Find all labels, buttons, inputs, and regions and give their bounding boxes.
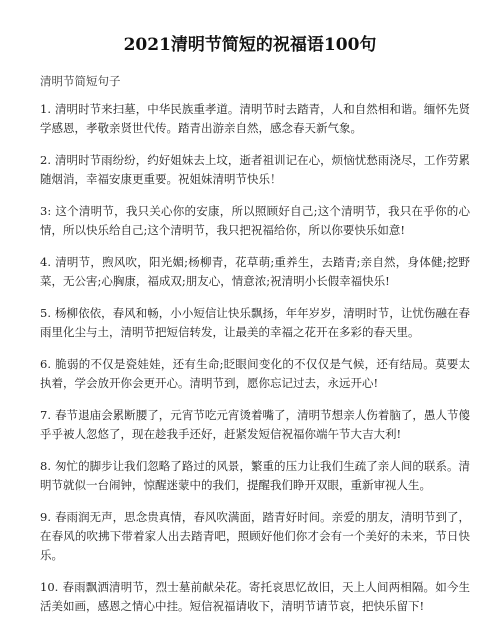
item-number: 5. [40,306,51,320]
item-text: 这个清明节，我只关心你的安康，所以照顾好自己;这个清明节，我只在乎你的心情，所以快乐给自己;这个清明节，我只把祝福给你，所以你要快乐如意! [40,204,470,237]
item-text: 春雨飘洒清明节，烈士墓前献朵花。寄托哀思忆故旧，天上人间两相隔。如今生活美如画，感恩之情心中挂。短信祝福请收下，清明节请节哀，把快乐留下! [40,580,470,613]
item-number: 10. [40,580,59,594]
list-item [40,202,470,240]
item-number: 7. [40,408,51,422]
section-subtitle: 清明节简短句子 [40,74,121,88]
item-number: 8. [40,459,51,473]
item-text: 春节退庙会累断腰了，元宵节吃元宵烫着嘴了，清明节想亲人伤着脑了，愚人节傻乎乎被人忽悠了，现在趁我手还好，赶紧发短信祝福你端午节大吉大利! [40,408,470,441]
list-item [40,457,470,495]
item-number: 6. [40,357,51,371]
list-item [40,508,470,565]
item-number: 3: [40,204,52,218]
list-item [40,406,470,444]
list-item [40,151,470,189]
item-text: 清明时节雨纷纷，约好姐妹去上坟，逝者祖训记在心，烦恼忧愁雨浇尽，工作劳累随烟消，幸福安康更重要。祝姐妹清明节快乐！ [40,153,470,186]
list-item [40,578,470,616]
item-number: 1. [40,102,51,116]
item-text: 脆弱的不仅是瓷娃娃，还有生命;眨眼间变化的不仅仅是气候，还有结局。莫要太执着，学会放开你会更开心。清明节到，愿你忘记过去，永远开心! [40,357,470,390]
item-text: 匆忙的脚步让我们忽略了路过的风景，繁重的压力让我们生疏了亲人间的联系。清明节就似一台闹钟，惊醒迷蒙中的我们，提醒我们睁开双眼，重新审视人生。 [40,459,470,492]
item-text: 杨柳依依，春风和畅，小小短信让快乐飘扬，年年岁岁，清明时节，让忧伤融在春雨里化尘与土，清明节把短信转发，让最美的幸福之花开在多彩的春天里。 [40,306,470,339]
item-text: 清明时节来扫墓，中华民族重孝道。清明节时去踏青，人和自然相和谐。缅怀先贤学感恩，孝敬亲贤世代传。踏青出游亲自然，感念春天新气象。 [40,102,470,135]
blessing-list [40,100,470,629]
item-number: 2. [40,153,51,167]
item-number: 9. [40,510,51,524]
page-title: 2021清明节简短的祝福语100句 [123,35,377,55]
list-item [40,304,470,342]
item-number: 4. [40,255,51,269]
item-text: 春雨润无声，思念贵真情，春风吹满面，踏青好时间。亲爱的朋友，清明节到了，在春风的吹拂下带着家人出去踏青吧，照顾好他们你才会有一个美好的未来，节日快乐。 [40,510,470,562]
list-item [40,253,470,291]
list-item [40,100,470,138]
item-text: 清明节，煦风吹，阳光媚;杨柳青，花草萌;重养生，去踏青;亲自然，身体健;挖野菜，无公害;心胸康，福成双;朋友心，情意浓;祝清明小长假幸福快乐! [40,255,470,288]
list-item [40,355,470,393]
